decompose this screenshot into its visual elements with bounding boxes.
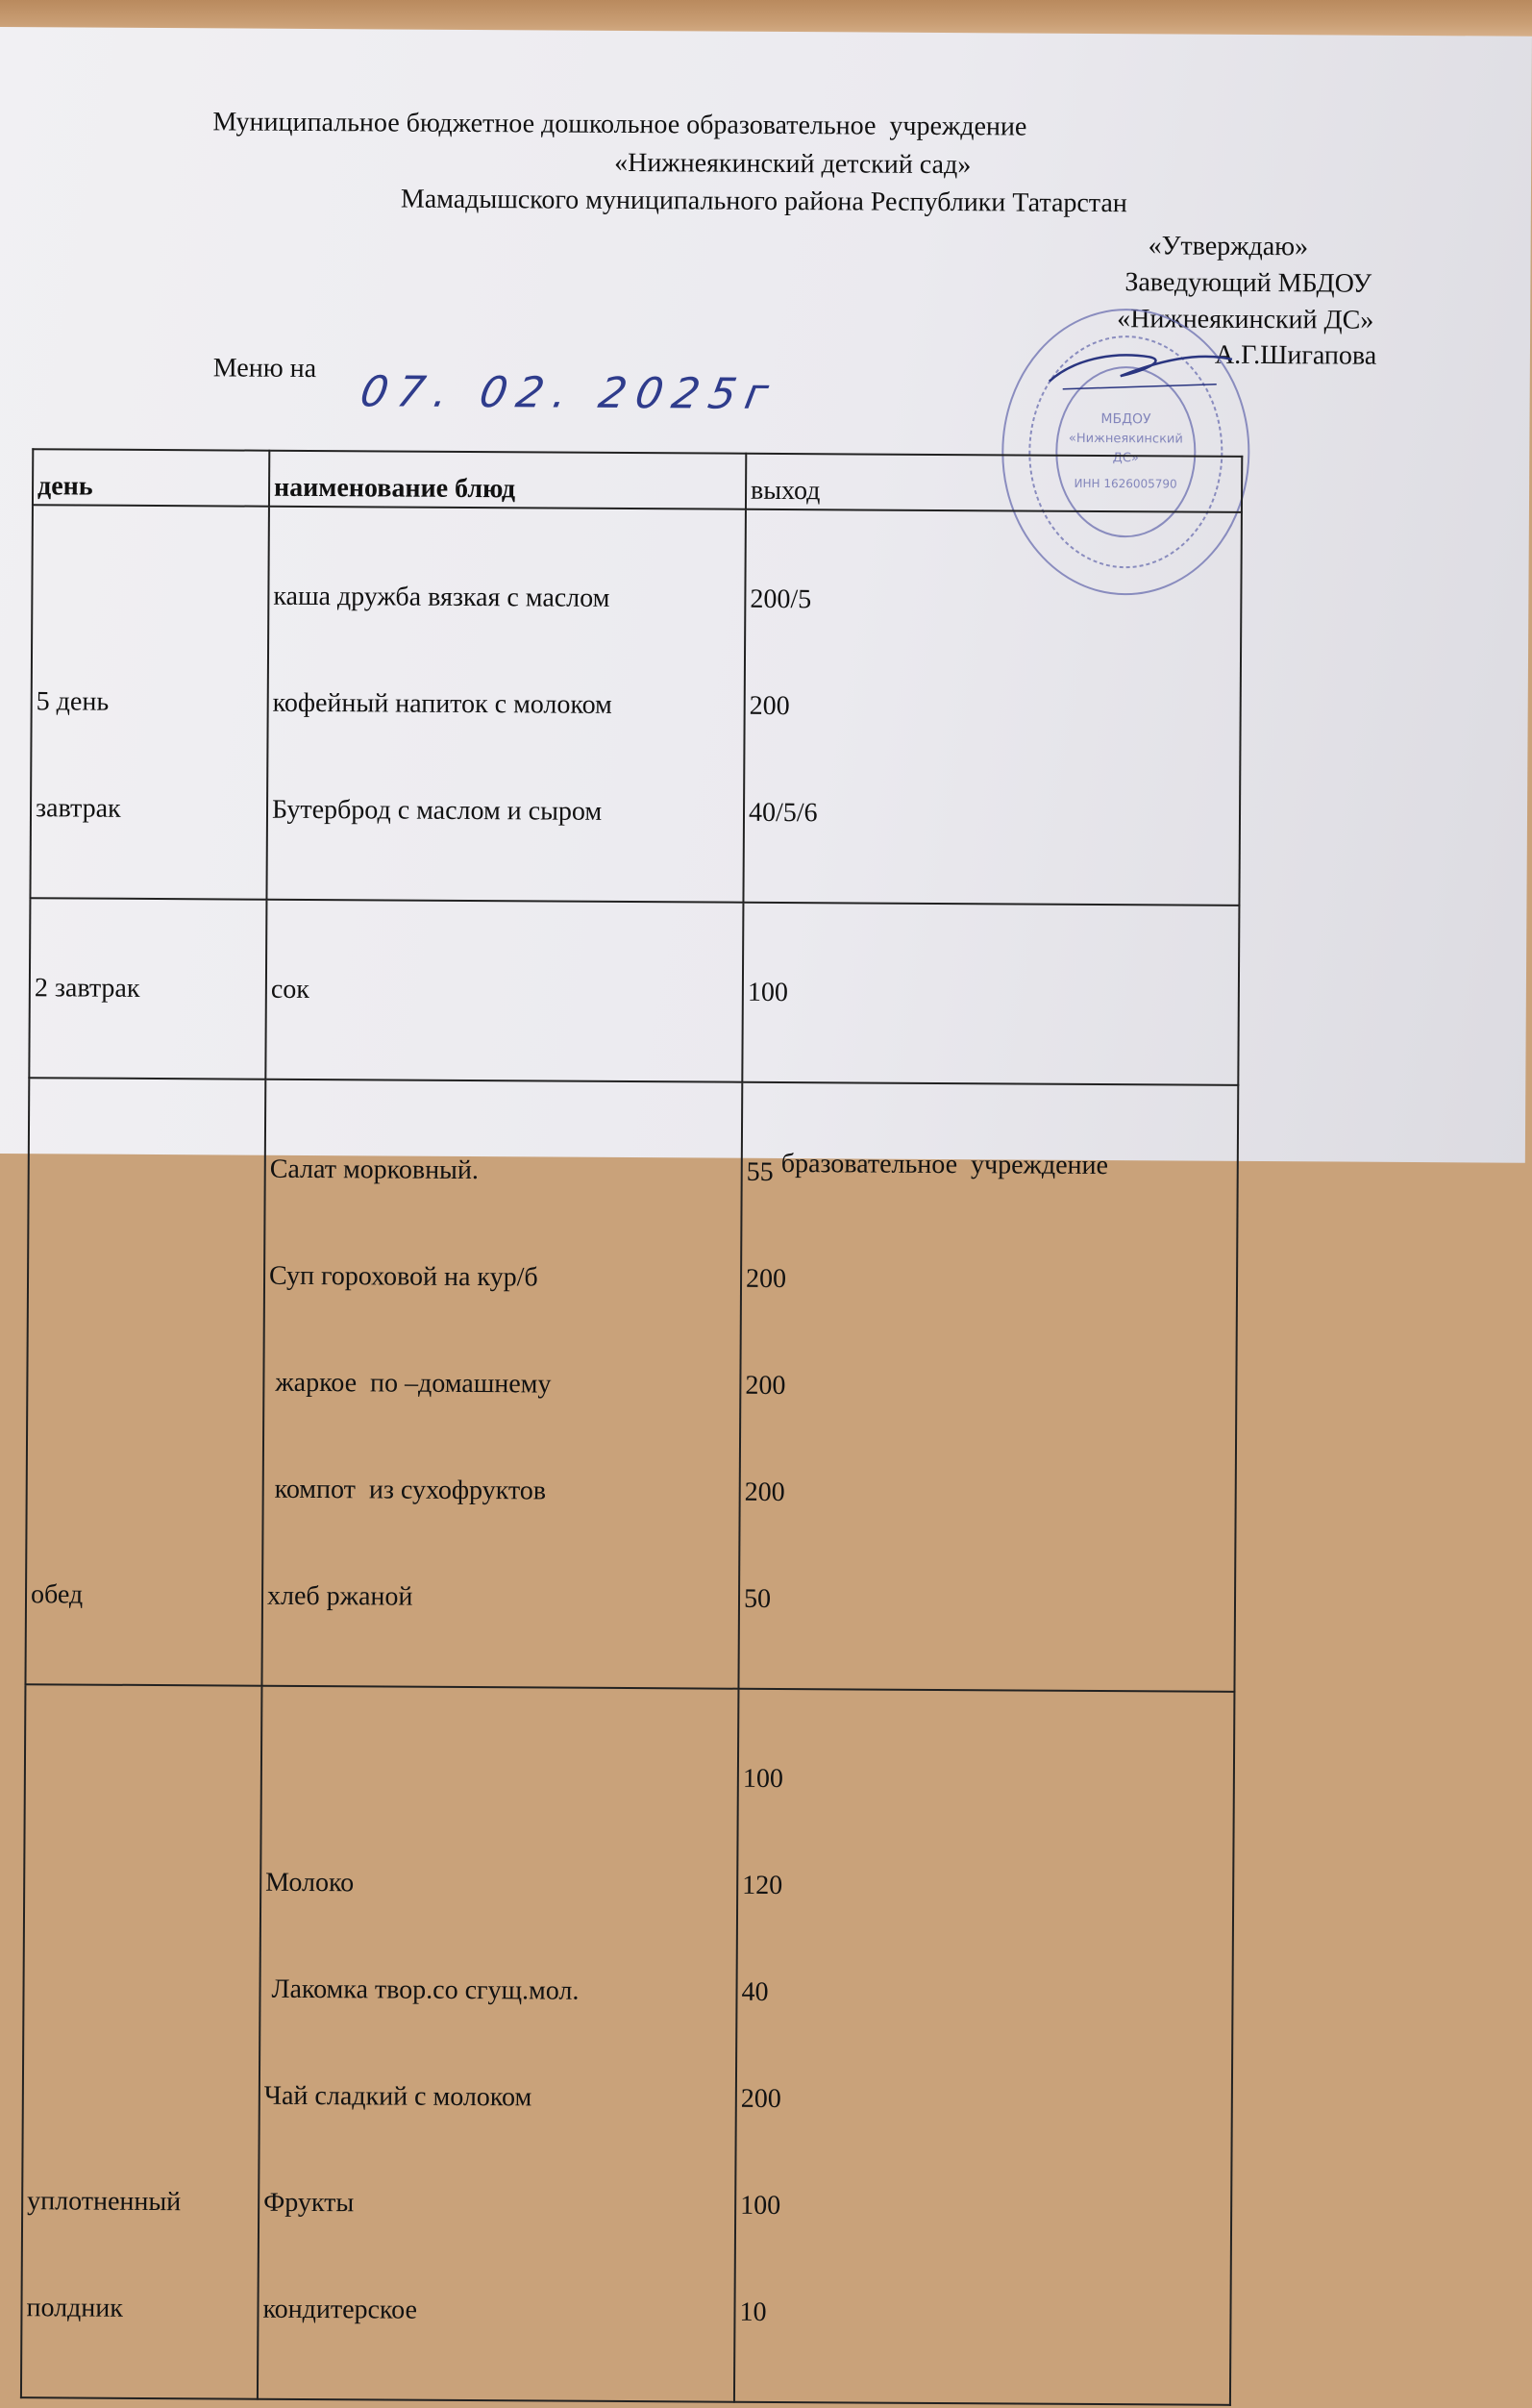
stamp-line-3: ДС» — [1112, 451, 1139, 466]
header-dish: наименование блюд — [269, 451, 746, 509]
meal-line: уплотненный — [27, 2186, 182, 2218]
output-line: 40/5/6 — [748, 797, 818, 829]
dish-line: Фрукты — [263, 2187, 355, 2219]
header-output: выход — [746, 454, 1242, 512]
menu-date-handwritten: 07. 02. 2025г — [357, 367, 782, 419]
table-row — [21, 1684, 1235, 2405]
dish-line: кондитерское — [262, 2294, 418, 2325]
dish-cell — [261, 1080, 742, 1689]
stamp-line-2: «Нижнеякинский — [1068, 431, 1183, 447]
header-day: день — [33, 449, 269, 507]
dish-line: хлеб ржаной — [266, 1580, 413, 1612]
output-line: 100 — [747, 977, 788, 1008]
meal-cell — [29, 898, 266, 1079]
meal-line: полдник — [26, 2293, 124, 2323]
approval-title: «Утверждаю» — [1148, 231, 1309, 262]
dish-line: Суп гороховой на кур/б — [268, 1260, 538, 1293]
output-line: 120 — [742, 1870, 783, 1901]
dish-cell — [266, 507, 745, 903]
meal-cell — [25, 1078, 265, 1685]
meal-cell — [30, 505, 268, 899]
output-line: 200 — [744, 1477, 785, 1508]
dish-line: Салат морковный. — [269, 1154, 480, 1186]
meal-line: завтрак — [35, 793, 121, 824]
dish-line: Лакомка твор.со сгущ.мол. — [264, 1974, 580, 2006]
output-line: 50 — [743, 1583, 772, 1614]
meal-line: 5 день — [36, 686, 110, 717]
table-header-row — [33, 449, 1242, 512]
menu-document — [0, 27, 1532, 2327]
header-institution: Муниципальное бюджетное дошкольное образовательное учреждение — [212, 107, 1027, 142]
output-cell — [743, 509, 1241, 906]
output-line: 10 — [739, 2296, 767, 2327]
meal-line: обед — [30, 1579, 84, 1610]
approval-director-name: А.Г.Шигапова — [1214, 339, 1377, 371]
dish-cell — [265, 900, 743, 1082]
dish-line: кофейный напиток с молоком — [272, 687, 612, 720]
director-signature — [1044, 322, 1236, 400]
dish-line: компот из сухофруктов — [267, 1474, 547, 1506]
output-cell — [742, 903, 1239, 1085]
dish-line: жаркое по –домашнему — [268, 1367, 552, 1400]
output-line: 200 — [745, 1370, 786, 1402]
output-line: 100 — [742, 1763, 783, 1795]
output-line: 40 — [741, 1976, 769, 2007]
next-page-header-partial: бразовательное учреждение — [780, 1148, 1109, 1181]
approval-position: Заведующий МБДОУ — [1124, 267, 1372, 299]
dish-line: каша дружба вязкая с маслом — [273, 581, 610, 613]
output-line: 100 — [740, 2190, 781, 2222]
output-line: 200 — [745, 1263, 787, 1295]
table-row — [29, 898, 1239, 1085]
output-line: 200/5 — [750, 583, 812, 615]
table-row — [30, 505, 1241, 906]
menu-table — [20, 448, 1243, 2406]
output-line: 55 — [746, 1156, 774, 1187]
stamp-line-4: ИНН 1626005790 — [1074, 476, 1177, 491]
meal-cell — [21, 1684, 262, 2398]
output-line: 200 — [740, 2083, 781, 2115]
dish-line: Молоко — [265, 1867, 355, 1899]
output-cell — [734, 1689, 1235, 2405]
dish-line: Чай сладкий с молоком — [263, 2080, 532, 2113]
stamp-line-1: МБДОУ — [1100, 411, 1151, 428]
header-kindergarten-name: «Нижнеякинский детский сад» — [614, 147, 972, 181]
approval-organization: «Нижнеякинский ДС» — [1117, 304, 1374, 335]
dish-line: сок — [270, 974, 310, 1005]
dish-line: Бутерброд с маслом и сыром — [271, 794, 603, 827]
output-line: 200 — [749, 690, 790, 722]
dish-cell — [258, 1686, 739, 2402]
meal-line: 2 завтрак — [34, 973, 140, 1004]
header-district: Мамадышского муниципального района Республики Татарстан — [400, 184, 1127, 219]
menu-label: Меню на — [212, 353, 317, 385]
